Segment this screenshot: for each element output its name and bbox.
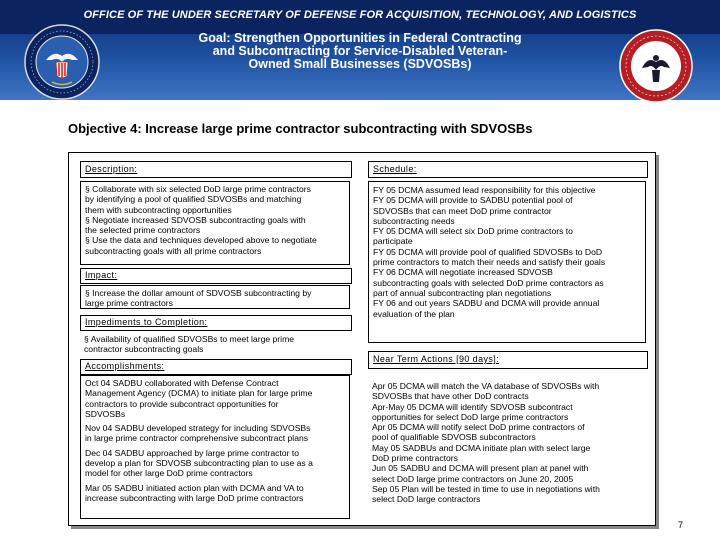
near-term-line: Apr 05 DCMA will notify select DoD prime contractors of [372, 422, 585, 433]
schedule-line: FY 05 DCMA will provide to SADBU potential pool of [373, 195, 573, 206]
schedule-line: SDVOSBs that can meet DoD prime contractor [373, 205, 552, 216]
accomplishments-line: contractors to provide subcontract opportunities for [85, 398, 279, 409]
office-title: OFFICE OF THE UNDER SECRETARY OF DEFENSE FOR ACQUISITION, TECHNOLOGY, AND LOGISTICS [83, 9, 637, 21]
impediments-header: Impediments to Completion: [85, 317, 208, 327]
impact-header: Impact: [85, 270, 118, 280]
accomplishments-header: Accomplishments: [85, 361, 165, 371]
near-term-line: select DoD large prime contractors on June 20, 2005 [372, 473, 574, 484]
accomplishments-header-box [80, 359, 352, 375]
schedule-line: subcontracting goals with selected DoD prime contractors as [373, 277, 604, 288]
schedule-line: part of annual subcontracting plan negotiations [373, 287, 552, 298]
description-line: § Negotiate increased SDVOSB subcontracting goals with [85, 214, 306, 225]
goal-line: Owned Small Businesses (SDVOSBs) [248, 57, 472, 71]
goal-line: and Subcontracting for Service-Disabled Veteran- [212, 44, 508, 58]
description-header-box [80, 161, 352, 178]
near-term-line: May 05 SADBUs and DCMA initiate plan with select large [372, 442, 591, 453]
goal-line: Goal: Strengthen Opportunities in Federal Contracting [198, 31, 522, 45]
accomplishments-line: Dec 04 SADBU approached by large prime contractor to [85, 447, 299, 458]
impact-box [80, 285, 350, 309]
schedule-box [368, 181, 646, 343]
schedule-line: FY 05 DCMA will provide pool of qualified SDVOSBs to DoD [373, 246, 603, 257]
schedule-line: participate [373, 236, 413, 247]
accomplishments-line: develop a plan for SDVOSB subcontracting plan to use as a [85, 458, 313, 469]
near-term-line: select DoD large contractors [372, 494, 481, 505]
schedule-line: FY 06 DCMA will negotiate increased SDVOSB [373, 267, 553, 278]
accomplishments-line: Oct 04 SADBU collaborated with Defense Contract [85, 378, 279, 388]
schedule-line: subcontracting needs [373, 215, 455, 226]
schedule-line: prime contractors to match their needs and satisfy their goals [373, 257, 606, 268]
impediments-line: § Availability of qualified SDVOSBs to meet large prime [84, 334, 295, 344]
accomplishments-line: in large prime contractor comprehensive subcontract plans [85, 433, 309, 444]
accomplishments-line: Management Agency (DCMA) to initiate plan for large prime [85, 388, 313, 399]
accomplishments-box [80, 375, 350, 519]
schedule-line: FY 05 DCMA assumed lead responsibility for this objective [373, 185, 596, 195]
description-line: by identifying a pool of qualified SDVOSBs and matching [85, 194, 302, 205]
goal-title [150, 32, 570, 71]
impediments-line: contractor subcontracting goals [84, 344, 204, 355]
schedule-line: evaluation of the plan [373, 308, 455, 319]
impediments-text [84, 334, 352, 355]
description-box [80, 181, 350, 265]
near-term-line: SDVOSBs that have other DoD contracts [372, 391, 529, 402]
near-term-line: pool of qualifiable SDVOSB subcontractors [372, 432, 536, 443]
objective-title: Objective 4: Increase large prime contractor subcontracting with SDVOSBs [68, 121, 533, 136]
page-number: 7 [678, 520, 684, 530]
description-line: § Use the data and techniques developed above to negotiate [85, 235, 317, 246]
description-line: the selected prime contractors [85, 225, 201, 236]
accomplishments-line: Nov 04 SADBU developed strategy for including SDVOSBs [85, 423, 311, 434]
description-header: Description: [85, 164, 138, 174]
schedule-line: FY 05 DCMA will select six DoD prime contractors to [373, 226, 573, 237]
impediments-header-box [80, 315, 352, 331]
description-line: them with subcontracting opportunities [85, 204, 232, 215]
near-term-line: Sep 05 Plan will be tested in time to use in negotiations with [372, 483, 600, 494]
accomplishments-line: SDVOSBs [85, 408, 126, 419]
description-line: § Collaborate with six selected DoD large prime contractors [85, 184, 311, 194]
near-term-line: Apr-May 05 DCMA will identify SDVOSB subcontract [372, 401, 573, 412]
description-line: subcontracting goals with all prime contractors [85, 245, 262, 256]
near-term-line: Apr 05 DCMA will match the VA database of SDVOSBs with [372, 381, 600, 391]
near-term-text [372, 381, 648, 505]
dod-seal-logo [24, 24, 100, 100]
accomplishments-line: increase subcontracting with large DoD prime contractors [85, 492, 304, 503]
near-term-header: Near Term Actions [90 days]: [373, 354, 500, 364]
near-term-line: Jun 05 SADBU and DCMA will present plan at panel with [372, 463, 589, 474]
near-term-line: opportunities for select DoD large prime contractors [372, 411, 569, 422]
impact-header-box [80, 268, 352, 284]
accomplishments-line: model for other large DoD prime contractors [85, 468, 253, 479]
schedule-header: Schedule: [373, 164, 417, 174]
schedule-header-box [368, 161, 648, 178]
sdvosb-seal-logo [618, 28, 694, 104]
schedule-line: FY 06 and out years SADBU and DCMA will provide annual [373, 298, 600, 309]
impact-line: large prime contractors [85, 298, 173, 309]
near-term-line: DoD prime contractors [372, 453, 458, 464]
impact-line: § Increase the dollar amount of SDVOSB subcontracting by [85, 288, 312, 298]
near-term-header-box [368, 351, 648, 369]
objective-panel [68, 152, 656, 526]
accomplishments-line: Mar 05 SADBU initiated action plan with DCMA and VA to [85, 482, 304, 493]
